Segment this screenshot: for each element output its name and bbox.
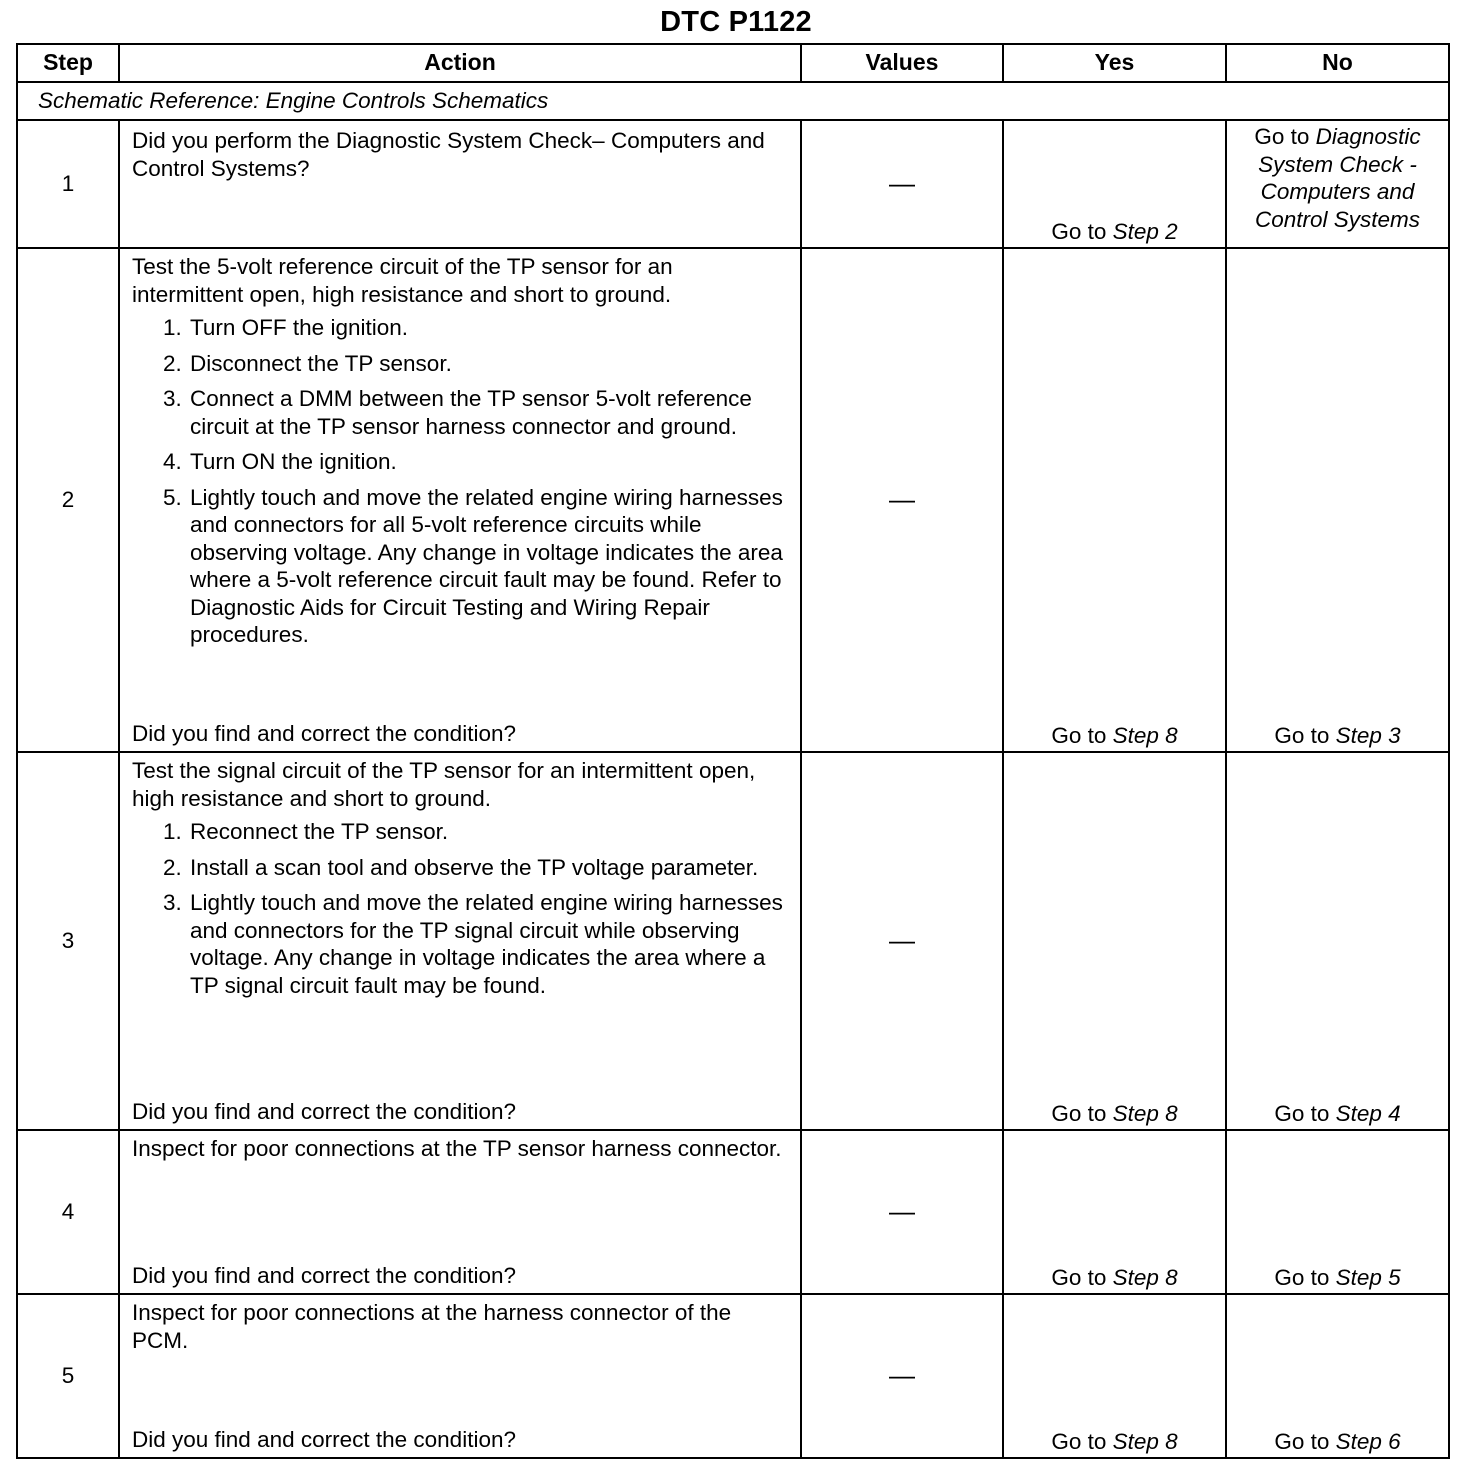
action-question: Did you find and correct the condition?: [132, 1426, 516, 1452]
no-target: Step 3: [1335, 722, 1401, 748]
yes-target: Step 8: [1112, 1100, 1178, 1126]
schematic-reference: Schematic Reference: Engine Controls Schematics: [17, 82, 1449, 120]
values-cell: —: [801, 1130, 1003, 1294]
substep-item: 4. Turn ON the ignition.: [188, 448, 784, 476]
yes-target: Step 2: [1112, 218, 1178, 244]
yes-target: Step 8: [1112, 1428, 1178, 1454]
substep-item: 2. Install a scan tool and observe the TP voltage parameter.: [188, 854, 784, 882]
action-question: Did you find and correct the condition?: [132, 1262, 516, 1288]
header-values: Values: [801, 44, 1003, 82]
no-target: Step 6: [1335, 1428, 1401, 1454]
substep-list: [132, 818, 784, 999]
step-number: 3: [17, 752, 119, 1130]
no-prefix: Go to: [1274, 1100, 1336, 1126]
yes-cell: [1003, 752, 1226, 1130]
substep-item: 1. Reconnect the TP sensor.: [188, 818, 784, 846]
step-number: 2: [17, 248, 119, 752]
no-target: Step 5: [1335, 1264, 1401, 1290]
action-cell: [119, 248, 801, 752]
yes-cell: [1003, 248, 1226, 752]
action-intro: Inspect for poor connections at the TP sensor harness connector.: [132, 1136, 782, 1161]
yes-prefix: Go to: [1051, 1428, 1113, 1454]
no-prefix: Go to: [1254, 124, 1316, 149]
action-cell: [119, 1130, 801, 1294]
no-cell: [1226, 248, 1449, 752]
substep-item: 1. Turn OFF the ignition.: [188, 314, 784, 342]
no-prefix: Go to: [1274, 1264, 1336, 1290]
table-header-row: [17, 44, 1449, 82]
substep-item: 5. Lightly touch and move the related engine wiring harnesses and connectors for all 5-volt reference circuits while observing voltage. Any change in voltage indicates the area where a 5-volt reference circuit fault may be found. Refer to Diagnostic Aids for Circuit Testing and Wiring Repair procedures.: [188, 484, 784, 649]
action-cell: [119, 752, 801, 1130]
substep-item: 3. Connect a DMM between the TP sensor 5-volt reference circuit at the TP sensor harness connector and ground.: [188, 385, 784, 440]
action-intro: Test the 5-volt reference circuit of the TP sensor for an intermittent open, high resistance and short to ground.: [132, 254, 673, 307]
yes-cell: [1003, 120, 1226, 248]
schematic-reference-row: [17, 82, 1449, 120]
table-row: [17, 248, 1449, 752]
substep-item: 2. Disconnect the TP sensor.: [188, 350, 784, 378]
table-row: [17, 1130, 1449, 1294]
yes-prefix: Go to: [1051, 1264, 1113, 1290]
action-intro: Inspect for poor connections at the harness connector of the PCM.: [132, 1300, 732, 1353]
no-prefix: Go to: [1274, 722, 1336, 748]
substep-list: [132, 314, 784, 649]
no-cell: [1226, 1294, 1449, 1458]
header-no: No: [1226, 44, 1449, 82]
header-yes: Yes: [1003, 44, 1226, 82]
yes-prefix: Go to: [1051, 218, 1113, 244]
action-question: Did you find and correct the condition?: [132, 720, 516, 746]
no-target: Diagnostic System Check - Computers and Control Systems: [1254, 124, 1421, 232]
action-question: Did you find and correct the condition?: [132, 1098, 516, 1124]
yes-prefix: Go to: [1051, 1100, 1113, 1126]
table-row: [17, 1294, 1449, 1458]
yes-target: Step 8: [1112, 722, 1178, 748]
diagnostic-table: [16, 43, 1450, 1459]
no-cell: [1226, 120, 1449, 248]
yes-prefix: Go to: [1051, 722, 1113, 748]
step-number: 1: [17, 120, 119, 248]
yes-target: Step 8: [1112, 1264, 1178, 1290]
no-prefix: Go to: [1274, 1428, 1336, 1454]
values-cell: —: [801, 1294, 1003, 1458]
header-step: Step: [17, 44, 119, 82]
step-number: 4: [17, 1130, 119, 1294]
action-cell: [119, 120, 801, 248]
values-cell: —: [801, 120, 1003, 248]
substep-item: 3. Lightly touch and move the related engine wiring harnesses and connectors for the TP signal circuit while observing voltage. Any change in voltage indicates the area where a TP signal circuit fault may be found.: [188, 889, 784, 999]
action-cell: [119, 1294, 801, 1458]
step-number: 5: [17, 1294, 119, 1458]
values-cell: —: [801, 248, 1003, 752]
no-target: Step 4: [1335, 1100, 1401, 1126]
header-action: Action: [119, 44, 801, 82]
table-row: [17, 752, 1449, 1130]
values-cell: —: [801, 752, 1003, 1130]
yes-cell: [1003, 1130, 1226, 1294]
yes-cell: [1003, 1294, 1226, 1458]
no-cell: [1226, 752, 1449, 1130]
action-intro: Test the signal circuit of the TP sensor for an intermittent open, high resistance and short to ground.: [132, 758, 756, 811]
document-title: DTC P1122: [660, 6, 812, 38]
table-row: [17, 120, 1449, 248]
no-cell: [1226, 1130, 1449, 1294]
action-intro: Did you perform the Diagnostic System Check– Computers and Control Systems?: [132, 128, 765, 181]
